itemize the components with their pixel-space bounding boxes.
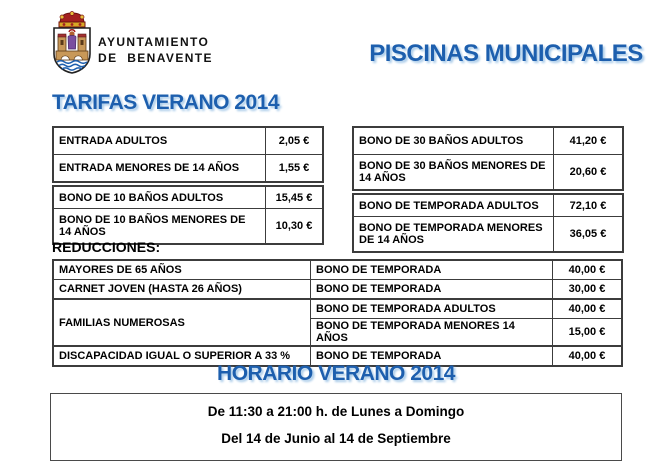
fee-label: ENTRADA MENORES DE 14 AÑOS (53, 155, 266, 183)
fee-price: 10,30 € (266, 209, 324, 245)
table-row (53, 260, 622, 280)
fee-price: 40,00 € (553, 299, 623, 319)
fee-price: 30,00 € (553, 280, 623, 300)
bono-label: BONO DE TEMPORADA MENORES 14 AÑOS (311, 319, 553, 347)
org-line-1: AYUNTAMIENTO (98, 35, 210, 49)
bono-label: BONO DE TEMPORADA (311, 280, 553, 300)
fee-price: 36,05 € (554, 217, 624, 253)
fee-price: 15,00 € (553, 319, 623, 347)
fee-label: BONO DE 30 BAÑOS ADULTOS (353, 127, 554, 155)
reducciones-table (52, 259, 623, 367)
fee-price: 40,00 € (553, 260, 623, 280)
fee-price: 40,00 € (553, 346, 623, 366)
bono-label: BONO DE TEMPORADA (311, 346, 553, 366)
fee-price: 41,20 € (554, 127, 624, 155)
fee-price: 15,45 € (266, 186, 324, 209)
fee-label: BONO DE 10 BAÑOS MENORES DE 14 AÑOS (53, 209, 266, 245)
table-row (53, 155, 323, 183)
group-label: DISCAPACIDAD IGUAL O SUPERIOR A 33 % (53, 346, 311, 366)
table-row (353, 194, 623, 217)
fee-label: BONO DE 30 BAÑOS MENORES DE 14 AÑOS (353, 155, 554, 191)
group-label: MAYORES DE 65 AÑOS (53, 260, 311, 280)
table-row (53, 299, 622, 319)
org-line-2: DE BENAVENTE (98, 51, 213, 65)
horario-line-2: Del 14 de Junio al 14 de Septiembre (221, 431, 451, 446)
fee-label: BONO DE TEMPORADA MENORES DE 14 AÑOS (353, 217, 554, 253)
tarifas-heading: TARIFAS VERANO 2014 (52, 91, 280, 114)
horario-line-1: De 11:30 a 21:00 h. de Lunes a Domingo (207, 404, 465, 419)
fee-price: 72,10 € (554, 194, 624, 217)
fee-price: 20,60 € (554, 155, 624, 191)
table-row (353, 217, 623, 253)
bono-label: BONO DE TEMPORADA ADULTOS (311, 299, 553, 319)
table-row (353, 127, 623, 155)
bono-label: BONO DE TEMPORADA (311, 260, 553, 280)
tarifas-right-table (352, 126, 624, 253)
group-label: FAMILIAS NUMEROSAS (53, 299, 311, 346)
fee-label: BONO DE 10 BAÑOS ADULTOS (53, 186, 266, 209)
horario-box (50, 393, 622, 461)
bridge-deck (56, 51, 88, 60)
fee-price: 2,05 € (266, 127, 324, 155)
fee-label: ENTRADA ADULTOS (53, 127, 266, 155)
table-row (53, 280, 622, 300)
fee-price: 1,55 € (266, 155, 324, 183)
tarifas-left-table (52, 126, 324, 245)
benavente-coat-of-arms-logo (49, 9, 95, 75)
table-row (53, 127, 323, 155)
fee-label: BONO DE TEMPORADA ADULTOS (353, 194, 554, 217)
reducciones-heading: REDUCCIONES: (52, 239, 161, 255)
table-row (353, 155, 623, 191)
page-title: PISCINAS MUNICIPALES (369, 40, 643, 67)
horario-heading: HORARIO VERANO 2014 (217, 362, 455, 385)
group-label: CARNET JOVEN (HASTA 26 AÑOS) (53, 280, 311, 300)
organization-name (98, 34, 213, 66)
table-row (53, 186, 323, 209)
crown-icon (59, 12, 85, 28)
